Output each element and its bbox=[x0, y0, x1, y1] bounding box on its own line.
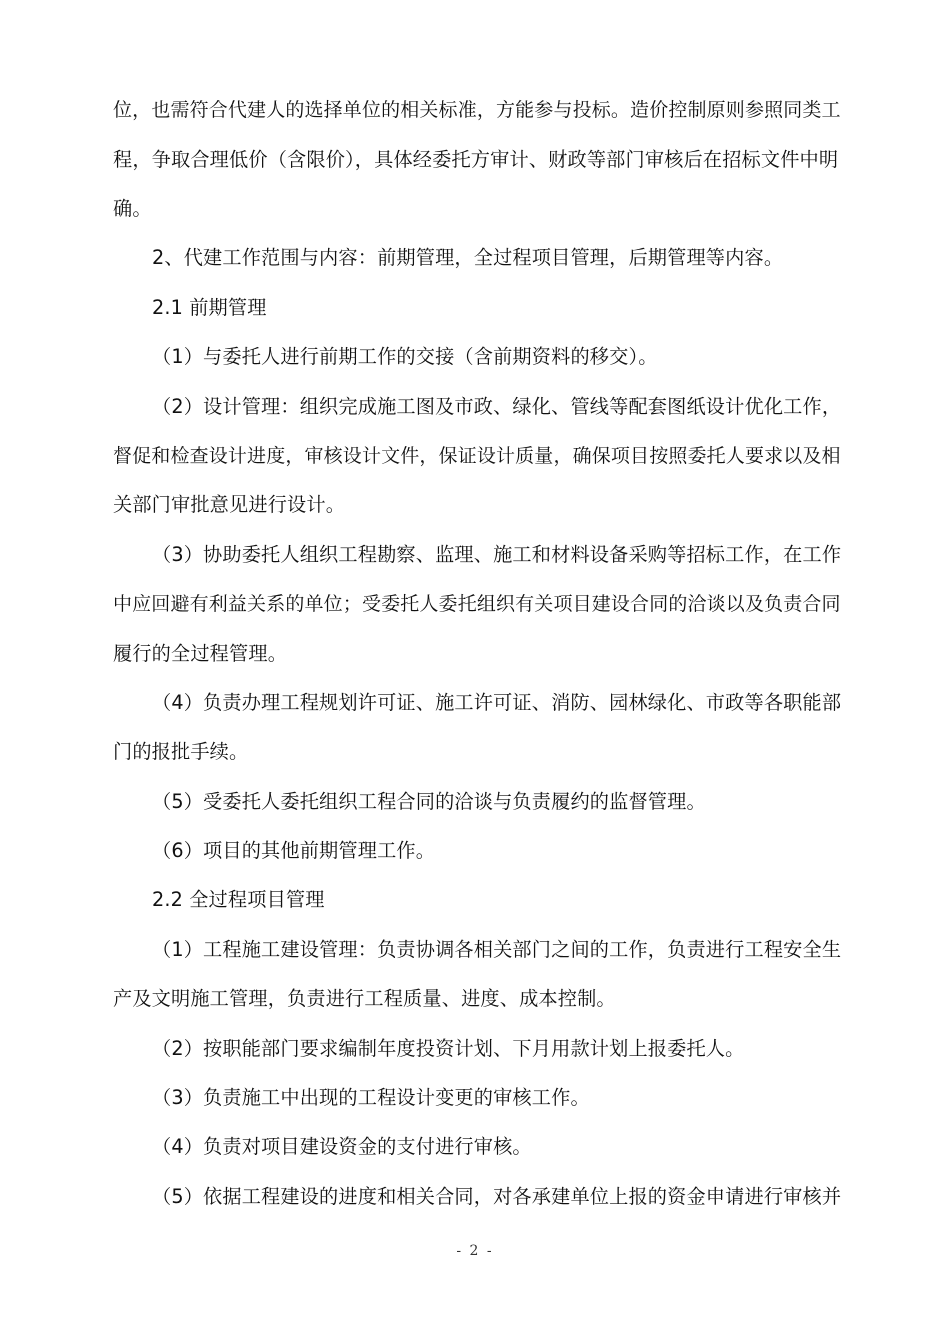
text-line: 确。 bbox=[113, 197, 152, 220]
page-number: - 2 - bbox=[456, 1243, 494, 1259]
text-line: 位，也需符合代建人的选择单位的相关标准，方能参与投标。造价控制原则参照同类工 bbox=[113, 99, 841, 121]
text-line: 督促和检查设计进度，审核设计文件，保证设计质量，确保项目按照委托人要求以及相 bbox=[113, 445, 841, 467]
text-line: 门的报批手续。 bbox=[113, 740, 249, 763]
list-item: （3）协助委托人组织工程勘察、监理、施工和材料设备采购等招标工作，在工作 bbox=[152, 543, 842, 566]
list-item: （1）工程施工建设管理：负责协调各相关部门之间的工作，负责进行工程安全生 bbox=[152, 938, 842, 961]
list-item: （2）按职能部门要求编制年度投资计划、下月用款计划上报委托人。 bbox=[152, 1037, 745, 1060]
text-line: 产及文明施工管理，负责进行工程质量、进度、成本控制。 bbox=[113, 987, 616, 1010]
list-item: （4）负责办理工程规划许可证、施工许可证、消防、园林绿化、市政等各职能部 bbox=[152, 691, 842, 714]
list-item: （3）负责施工中出现的工程设计变更的审核工作。 bbox=[152, 1086, 590, 1109]
list-item: （5）依据工程建设的进度和相关合同，对各承建单位上报的资金申请进行审核并 bbox=[152, 1185, 842, 1208]
list-item: （6）项目的其他前期管理工作。 bbox=[152, 839, 436, 862]
subsection-heading: 2.1 前期管理 bbox=[152, 296, 267, 319]
list-item: （2）设计管理：组织完成施工图及市政、绿化、管线等配套图纸设计优化工作， bbox=[152, 395, 842, 418]
section-heading: 2、代建工作范围与内容：前期管理，全过程项目管理，后期管理等内容。 bbox=[152, 246, 784, 269]
text-line: 程，争取合理低价（含限价），具体经委托方审计、财政等部门审核后在招标文件中明 bbox=[113, 148, 839, 171]
list-item: （5）受委托人委托组织工程合同的洽谈与负责履约的监督管理。 bbox=[152, 790, 706, 813]
text-line: 关部门审批意见进行设计。 bbox=[113, 493, 346, 516]
subsection-heading: 2.2 全过程项目管理 bbox=[152, 888, 325, 911]
text-line: 中应回避有利益关系的单位；受委托人委托组织有关项目建设合同的洽谈以及负责合同 bbox=[113, 593, 841, 615]
list-item: （4）负责对项目建设资金的支付进行审核。 bbox=[152, 1135, 532, 1158]
text-line: 履行的全过程管理。 bbox=[113, 642, 288, 665]
list-item: （1）与委托人进行前期工作的交接（含前期资料的移交）。 bbox=[152, 345, 658, 368]
